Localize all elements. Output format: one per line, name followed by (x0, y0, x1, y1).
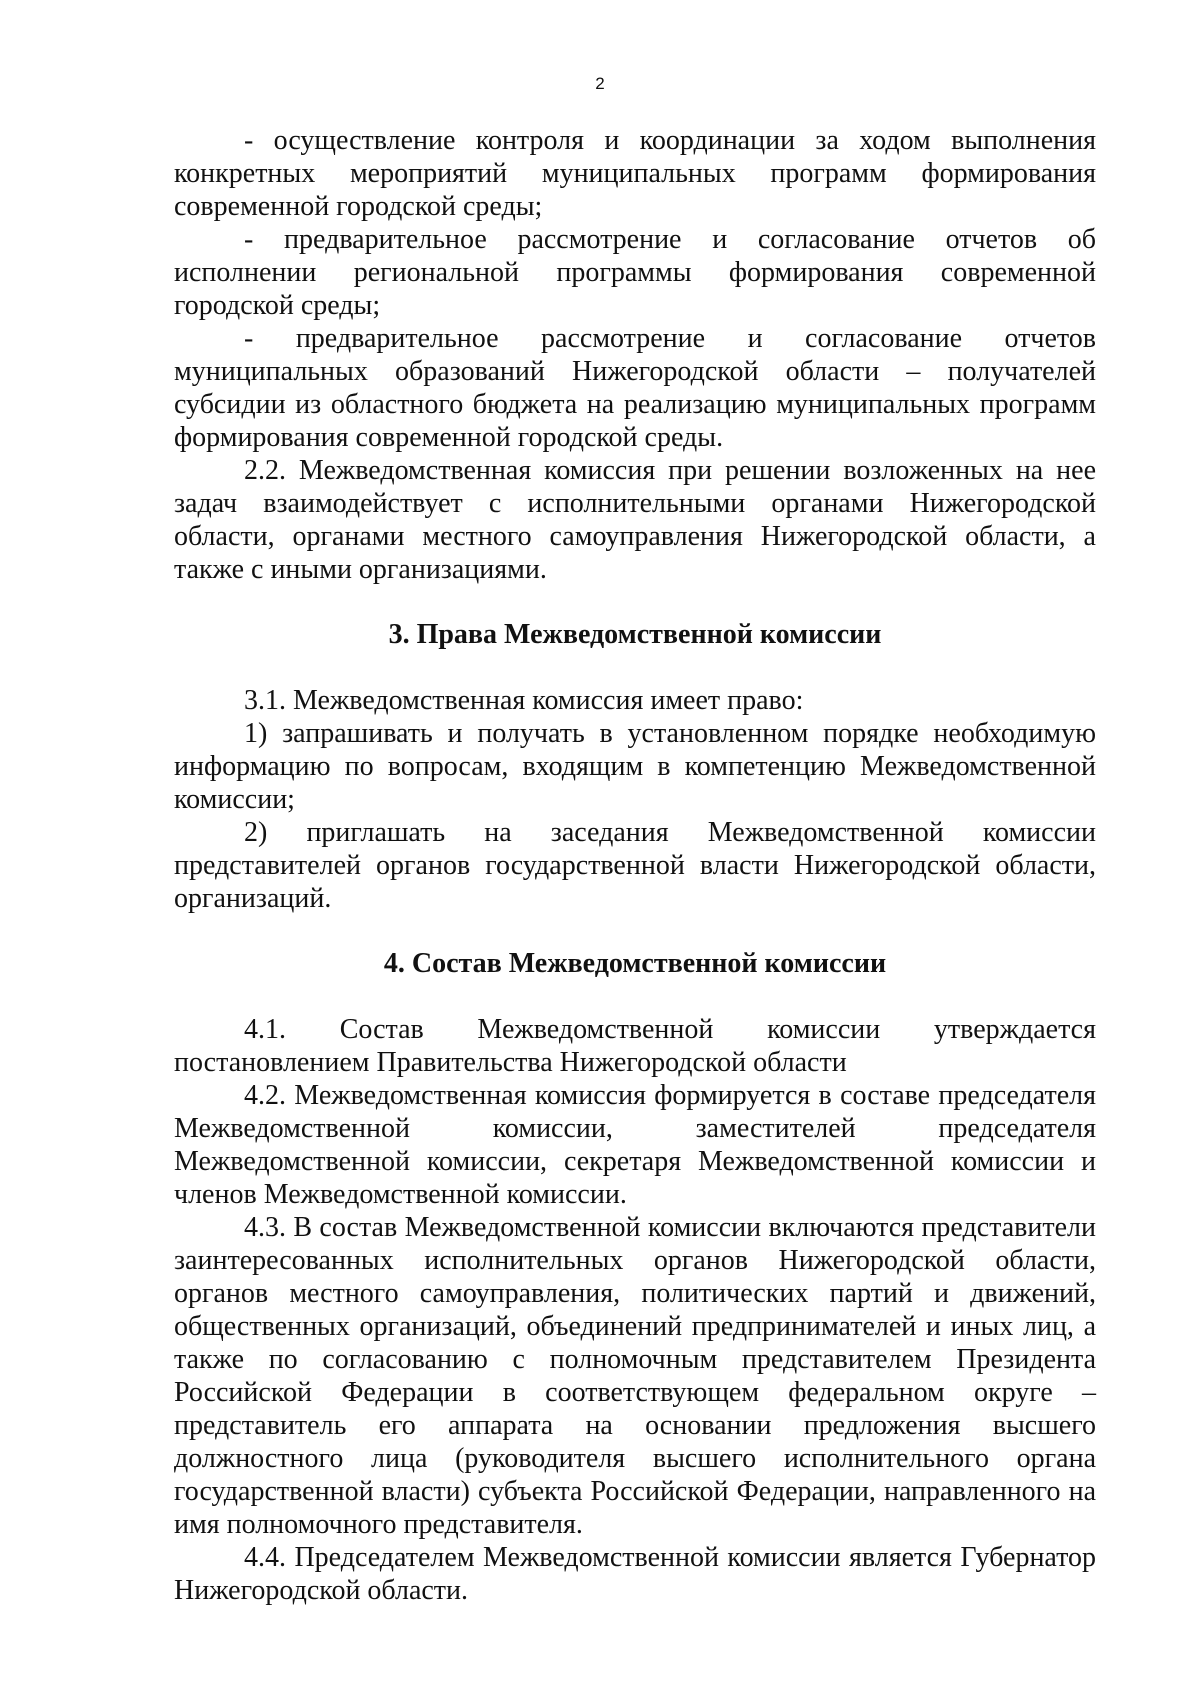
clause-3-1: 3.1. Межведомственная комиссия имеет право: (244, 685, 804, 716)
clause-3-1-item-2: 2) приглашать на заседания Межведомственной комиссии представителей органов государственной власти Нижегородской области, организаций. (174, 817, 1096, 914)
clause-3-1-item-1: 1) запрашивать и получать в установленном порядке необходимую информацию по вопросам, входящим в компетенцию Межведомственной комиссии; (174, 718, 1096, 815)
document-body (174, 124, 1096, 1607)
spacer (174, 586, 1096, 618)
spacer (174, 651, 1096, 684)
spacer (174, 915, 1096, 947)
page-number: 2 (595, 74, 605, 93)
clause-4-2: 4.2. Межведомственная комиссия формируется в составе председателя Межведомственной комиссии, заместителей председателя Межведомственной комиссии, секретаря Межведомственной комиссии и членов Межведомственной комиссии. (174, 1080, 1096, 1210)
list-item-municipal-reports: - предварительное рассмотрение и согласование отчетов муниципальных образований Нижегородской области – получателей субсидии из областного бюджета на реализацию муниципальных программ формирования современной городской среды. (174, 323, 1096, 453)
section-4-title: 4. Состав Межведомственной комиссии (383, 948, 887, 979)
list-item-control: - осуществление контроля и координации за ходом выполнения конкретных мероприятий муниципальных программ формирования современной городской среды; (174, 125, 1096, 222)
section-3-title: 3. Права Межведомственной комиссии (388, 619, 882, 650)
clause-4-4: 4.4. Председателем Межведомственной комиссии является Губернатор Нижегородской области. (174, 1542, 1096, 1606)
spacer (174, 980, 1096, 1013)
clause-4-1: 4.1. Состав Межведомственной комиссии утверждается постановлением Правительства Нижегородской области (174, 1014, 1096, 1078)
clause-4-3: 4.3. В состав Межведомственной комиссии включаются представители заинтересованных исполнительных органов Нижегородской области, органов местного самоуправления, политических партий и движений, общественных организаций, объединений предпринимателей и иных лиц, а также по согласованию с полномочным представителем Президента Российской Федерации в соответствующем федеральном округе – представитель его аппарата на основании предложения высшего должностного лица (руководителя высшего исполнительного органа государственной власти) субъекта Российской Федерации, направленного на имя полномочного представителя. (174, 1212, 1096, 1540)
clause-2-2: 2.2. Межведомственная комиссия при решении возложенных на нее задач взаимодействует с исполнительными органами Нижегородской области, органами местного самоуправления Нижегородской области, а также с иными организациями. (174, 455, 1096, 585)
list-item-regional-reports: - предварительное рассмотрение и согласование отчетов об исполнении региональной программы формирования современной городской среды; (174, 224, 1096, 321)
